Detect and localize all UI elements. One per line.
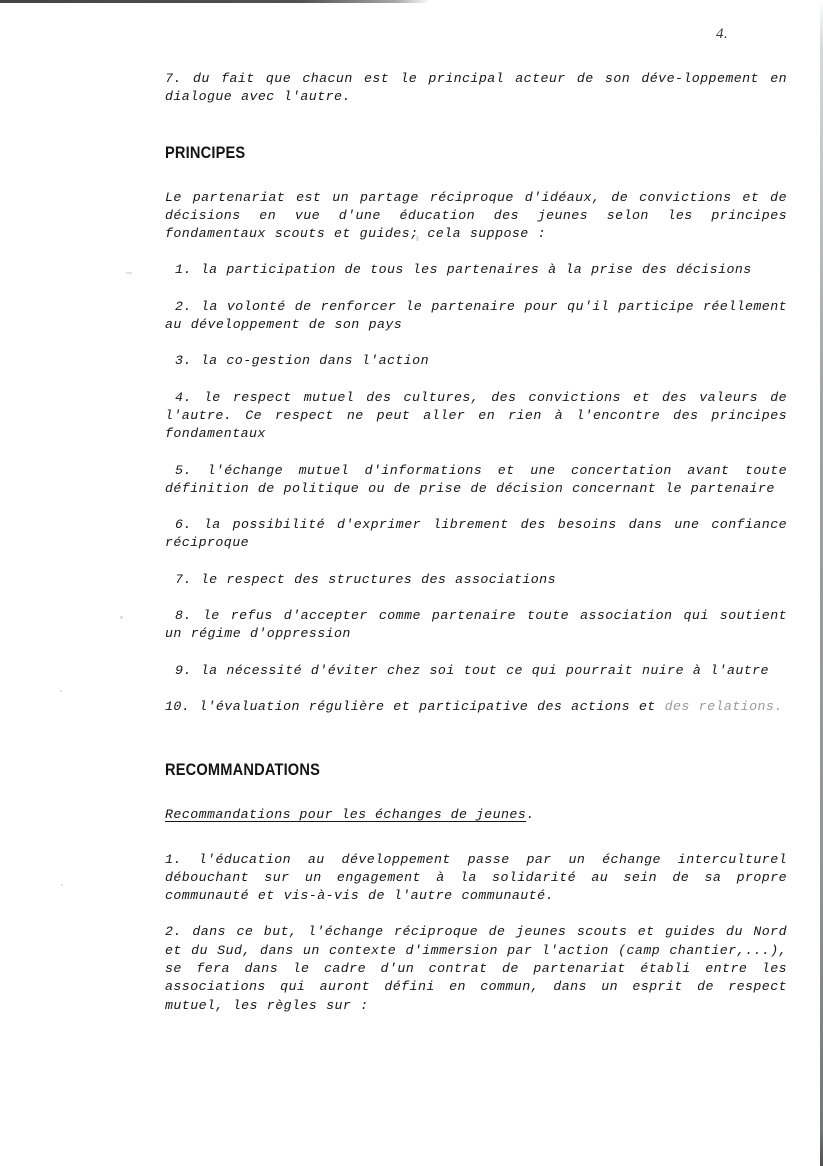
principes-item-3: 3. la co-gestion dans l'action [175, 353, 429, 369]
spacer [165, 680, 787, 698]
scan-artifact-top-edge [0, 0, 430, 3]
principes-item-1: 1. la participation de tous les partenaires à la prise des décisions [175, 262, 752, 278]
section-heading-recommandations: RECOMMANDATIONS [165, 760, 321, 780]
scan-speck [60, 690, 62, 692]
document-body [165, 70, 787, 1015]
recommandations-subheading [165, 806, 787, 824]
principes-item-2: 2. la volonté de renforcer le partenaire pour qu'il participe réellement au développement de son pays [165, 298, 787, 333]
spacer [165, 334, 787, 352]
spacer [165, 905, 787, 923]
spacer [165, 107, 787, 143]
page-number: 4. [716, 26, 729, 42]
principes-item-9: 9. la nécessité d'éviter chez soi tout ce qui pourrait nuire à l'autre [175, 662, 769, 678]
spacer [165, 780, 787, 806]
recommandations-item-2: 2. dans ce but, l'échange réciproque de jeunes scouts et guides du Nord et du Sud, dans un contexte d'immersion par l'action (camp chantier,...), se fera dans le cadre d'un contrat de partenariat établi entre les associations qui auront défini en commun, dans un esprit de respect mutuel, les règles sur : [165, 924, 787, 1013]
spacer [165, 716, 787, 760]
spacer [165, 644, 787, 662]
spacer [165, 163, 787, 189]
recommandations-subheading-underlined-text: Recommandations pour les échanges de jeunes [165, 807, 527, 823]
principes-item-10-text: 10. l'évaluation régulière et participative des actions et [165, 698, 656, 714]
principes-item-10 [165, 698, 787, 716]
scan-speck [120, 616, 123, 619]
principes-item-10-faded-line: des relations. [664, 698, 783, 714]
recommandations-subheading-period: . [526, 807, 535, 823]
spacer [165, 371, 787, 389]
scan-speck [126, 272, 132, 274]
principes-item-5: 5. l'échange mutuel d'informations et une concertation avant toute définition de politique ou de prise de décision concernant le partenaire [165, 462, 787, 496]
principes-item-6: 6. la possibilité d'exprimer librement des besoins dans une confiance réciproque [165, 517, 787, 551]
spacer [165, 553, 787, 571]
principes-item-4: 4. le respect mutuel des cultures, des convictions et des valeurs de l'autre. Ce respect ne peut aller en rien à l'encontre des principes fondamentaux [165, 389, 787, 442]
spacer [165, 589, 787, 607]
scan-speck [61, 884, 63, 886]
recommandations-item-1: 1. l'éducation au développement passe par un échange interculturel débouchant sur un engagement à la solidarité au sein de sa propre communauté et vis-à-vis de l'autre communauté. [165, 851, 787, 904]
spacer [165, 825, 787, 851]
principes-item-7: 7. le respect des structures des associations [175, 571, 556, 587]
spacer [165, 498, 787, 516]
principes-item-8: 8. le refus d'accepter comme partenaire toute association qui soutient un régime d'oppression [165, 608, 787, 642]
spacer [165, 280, 787, 298]
paragraph-item-7-continued: 7. du fait que chacun est le principal acteur de son déve-loppement en dialogue avec l'autre. [165, 71, 787, 105]
spacer [165, 444, 787, 462]
principes-lead-paragraph: Le partenariat est un partage réciproque d'idéaux, de convictions et de décisions en vue d'une éducation des jeunes selon les principes fondamentaux scouts et guides; cela suppose : [165, 189, 787, 242]
section-heading-principes: PRINCIPES [165, 142, 246, 162]
spacer [165, 243, 787, 261]
